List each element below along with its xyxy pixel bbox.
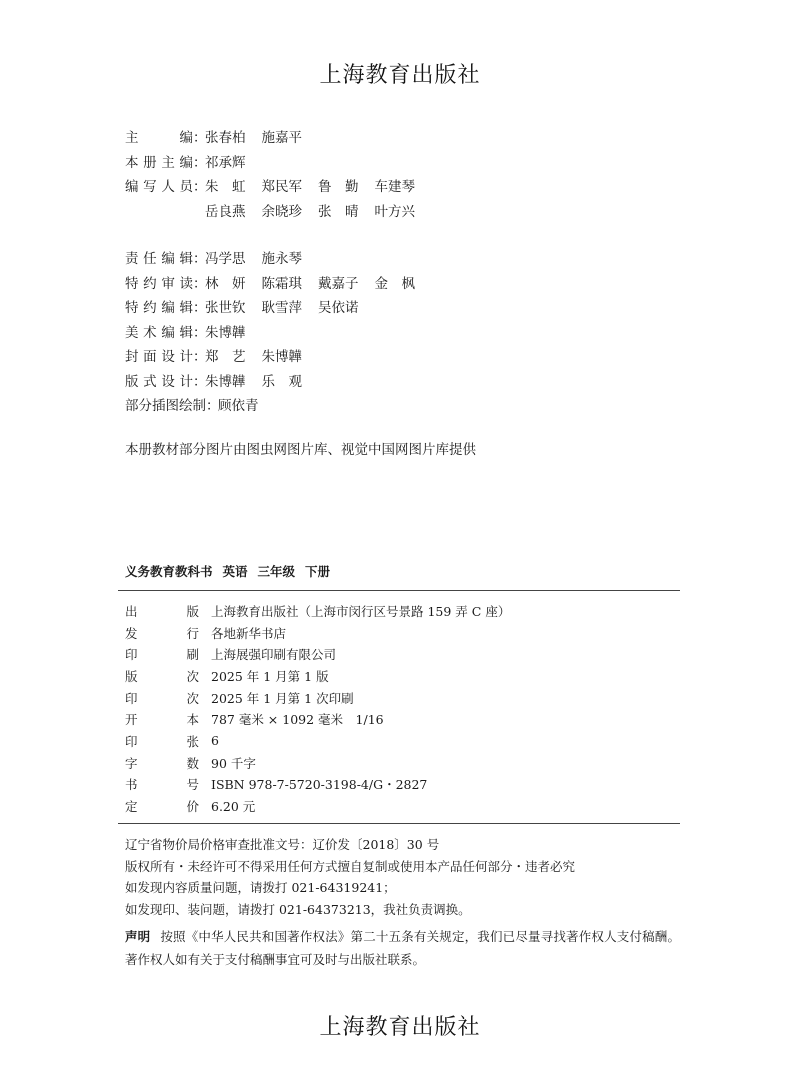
spec-label: 印 次 bbox=[125, 690, 199, 706]
spec-row bbox=[125, 752, 510, 774]
credit-label: 编写人员 bbox=[125, 179, 193, 196]
credit-name: 陈霜琪 bbox=[261, 275, 302, 292]
credit-row: 责任编辑 ： 冯学思 施永琴 bbox=[125, 245, 431, 270]
publication-specs bbox=[125, 600, 510, 817]
credit-label: 责任编辑 bbox=[125, 251, 193, 268]
credit-row: 特约编辑 ： 张世钦 耿雪萍 吴依诺 bbox=[125, 294, 431, 319]
credit-name: 鲁 勤 bbox=[318, 179, 359, 196]
publisher-footer: 上海教育出版社 bbox=[319, 1015, 481, 1040]
declaration-text: 按照《中华人民共和国著作权法》第二十五条有关规定，我们已尽量寻找著作权人支付稿酬。著作权人如有关于支付稿酬事宜可及时与出版社联系。 bbox=[125, 929, 680, 967]
credit-row: 特约审读 ： 林 妍 陈霜琪 戴嘉子 金 枫 bbox=[125, 270, 431, 295]
credit-name: 郑 艺 bbox=[205, 349, 246, 366]
credit-row: 封面设计 ： 郑 艺 朱博韡 bbox=[125, 343, 431, 368]
credit-label: 主 编 bbox=[125, 130, 193, 147]
spec-value: 2025 年 1 月第 1 次印刷 bbox=[211, 690, 354, 706]
image-source-note: 本册教材部分图片由图虫网图片库、视觉中国网图片库提供 bbox=[125, 442, 476, 458]
credit-name: 戴嘉子 bbox=[318, 275, 359, 292]
credit-label: 特约审读 bbox=[125, 275, 193, 292]
spec-label: 印 刷 bbox=[125, 647, 199, 663]
credit-name: 余晓珍 bbox=[261, 203, 302, 220]
declaration bbox=[125, 925, 680, 971]
credit-name: 岳良燕 bbox=[205, 203, 246, 220]
copyright-note: 版权所有・未经许可不得采用任何方式擅自复制或使用本产品任何部分・违者必究 bbox=[125, 858, 576, 874]
credit-name: 顾依青 bbox=[218, 398, 259, 415]
spec-value: ISBN 978-7-5720-3198-4/G・2827 bbox=[211, 777, 428, 793]
spec-row bbox=[125, 643, 510, 665]
credit-row: 编写人员 ： 朱 虹 郑民军 鲁 勤 车建琴 bbox=[125, 173, 431, 198]
credit-row: 美术编辑 ： 朱博韡 bbox=[125, 319, 431, 344]
price-approval-note: 辽宁省物价局价格审查批准文号：辽价发〔2018〕30 号 bbox=[125, 836, 440, 852]
print-contact-note: 如发现印、装问题，请拨打 021-64373213，我社负责调换。 bbox=[125, 901, 471, 917]
spec-row bbox=[125, 708, 510, 730]
credit-label: 美术编辑 bbox=[125, 324, 193, 341]
spec-row bbox=[125, 730, 510, 752]
credit-label: 部分插图绘制 bbox=[125, 398, 206, 415]
credit-label: 版式设计 bbox=[125, 373, 193, 390]
spec-value: 90 千字 bbox=[211, 755, 256, 771]
credit-label: 封面设计 bbox=[125, 349, 193, 366]
credit-name: 祁承辉 bbox=[205, 154, 246, 171]
spec-value: 6 bbox=[211, 733, 219, 749]
credit-name: 郑民军 bbox=[261, 179, 302, 196]
credit-name: 朱博韡 bbox=[205, 373, 246, 390]
spec-row bbox=[125, 795, 510, 817]
spec-row bbox=[125, 622, 510, 644]
spec-label: 发 行 bbox=[125, 625, 199, 641]
credit-name: 施嘉平 bbox=[261, 130, 302, 147]
book-volume: 下册 bbox=[305, 564, 331, 579]
book-series: 义务教育教科书 bbox=[125, 564, 213, 579]
spec-value: 各地新华书店 bbox=[211, 625, 287, 641]
spec-value: 上海教育出版社（上海市闵行区号景路 159 弄 C 座） bbox=[211, 603, 511, 619]
quality-contact-note: 如发现内容质量问题，请拨打 021-64319241； bbox=[125, 880, 396, 896]
credit-label: 特约编辑 bbox=[125, 300, 193, 317]
book-grade: 三年级 bbox=[257, 564, 296, 579]
credit-name: 张春柏 bbox=[205, 130, 246, 147]
credits-list bbox=[125, 124, 431, 417]
spec-row bbox=[125, 600, 510, 622]
credit-name: 林 妍 bbox=[205, 275, 246, 292]
credit-label: 本册主编 bbox=[125, 154, 193, 171]
credit-name: 朱 虹 bbox=[205, 179, 246, 196]
book-title bbox=[125, 562, 340, 580]
credit-name: 耿雪萍 bbox=[261, 300, 302, 317]
spec-row bbox=[125, 774, 510, 796]
spec-value: 6.20 元 bbox=[211, 799, 256, 815]
divider bbox=[118, 590, 680, 591]
spec-row bbox=[125, 687, 510, 709]
spec-row bbox=[125, 665, 510, 687]
spec-label: 书 号 bbox=[125, 777, 199, 793]
spec-label: 开 本 bbox=[125, 712, 199, 728]
credit-row: 本册主编 ： 祁承辉 bbox=[125, 149, 431, 174]
credit-row bbox=[125, 198, 431, 223]
book-subject: 英语 bbox=[222, 564, 248, 579]
publisher-header: 上海教育出版社 bbox=[319, 63, 481, 88]
declaration-label: 声明 bbox=[125, 929, 151, 944]
spec-label: 版 次 bbox=[125, 668, 199, 684]
spec-value: 787 毫米 × 1092 毫米 1/16 bbox=[211, 712, 384, 728]
legal-notes bbox=[125, 833, 575, 920]
spec-value: 2025 年 1 月第 1 版 bbox=[211, 668, 329, 684]
credit-name: 施永琴 bbox=[261, 251, 302, 268]
credit-row: 部分插图绘制 ： 顾依青 bbox=[125, 392, 431, 417]
spec-label: 定 价 bbox=[125, 799, 199, 815]
spec-value: 上海展强印刷有限公司 bbox=[211, 647, 337, 663]
credit-name: 张 晴 bbox=[318, 203, 359, 220]
credit-name: 朱博韡 bbox=[205, 324, 246, 341]
credit-name: 吴依诺 bbox=[318, 300, 359, 317]
spec-label: 字 数 bbox=[125, 755, 199, 771]
credit-name: 张世钦 bbox=[205, 300, 246, 317]
spec-label: 印 张 bbox=[125, 733, 199, 749]
credit-row: 主 编 ： 张春柏 施嘉平 bbox=[125, 124, 431, 149]
credit-name: 冯学思 bbox=[205, 251, 246, 268]
credit-row: 版式设计 ： 朱博韡 乐 观 bbox=[125, 368, 431, 393]
credit-name: 乐 观 bbox=[261, 373, 302, 390]
credit-name: 金 枫 bbox=[374, 275, 415, 292]
credit-name: 叶方兴 bbox=[374, 203, 415, 220]
divider bbox=[118, 823, 680, 824]
credit-name: 朱博韡 bbox=[261, 349, 302, 366]
credit-name: 车建琴 bbox=[374, 179, 415, 196]
spec-label: 出 版 bbox=[125, 603, 199, 619]
